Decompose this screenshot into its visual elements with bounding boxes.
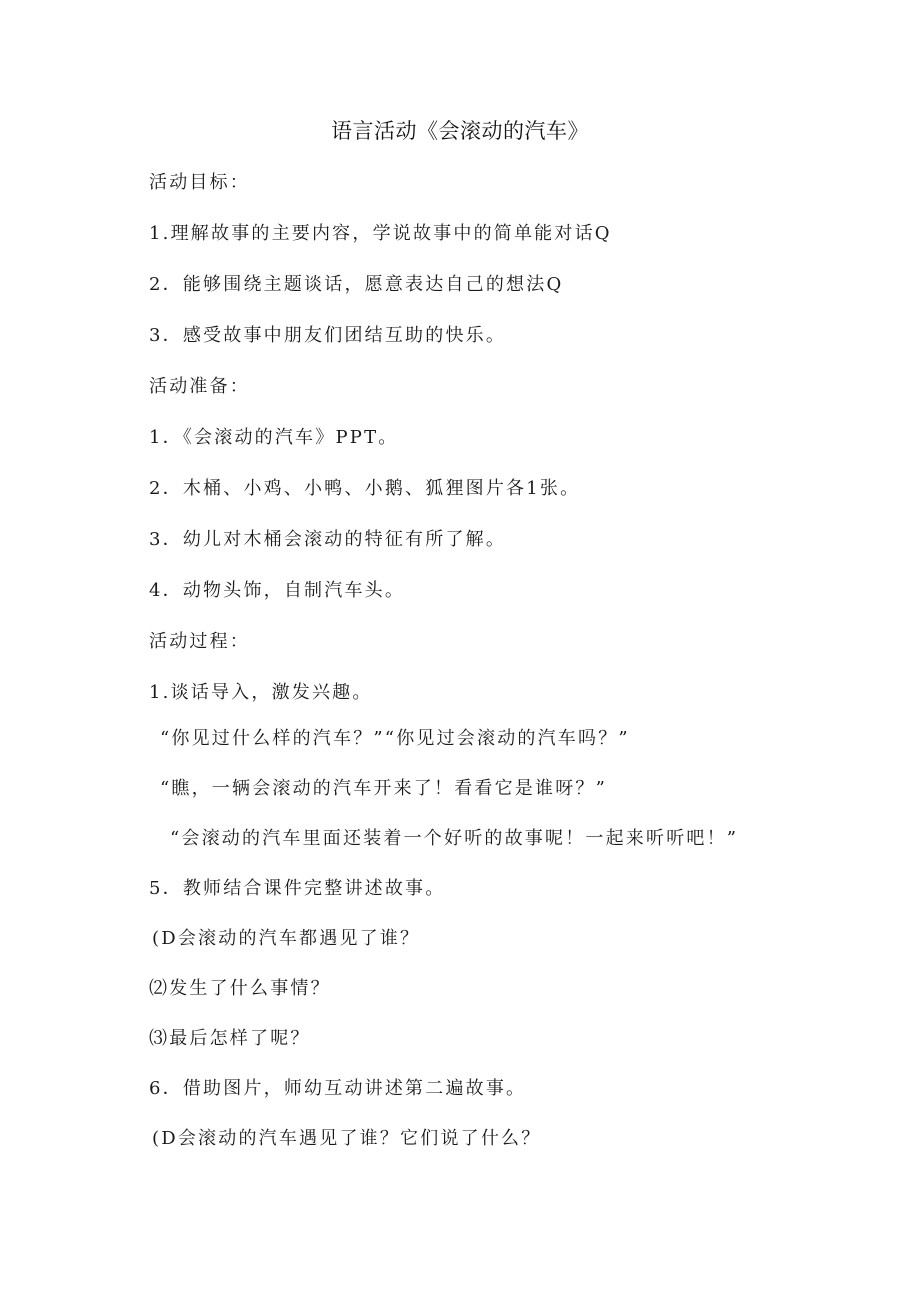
preparation-item-4: 4．动物头饰，自制汽车头。 [149,580,406,601]
goal-item-2: 2．能够围绕主题谈话，愿意表达自己的想法Q [149,274,564,295]
question-3: ⑶最后怎样了呢？ [149,1028,311,1049]
preparation-item-1: 1．《会滚动的汽车》PPT。 [149,427,399,448]
section-heading-goals: 活动目标： [149,172,250,193]
document-title: 语言活动《会滚动的汽车》 [331,119,589,143]
dialogue-line-2: “瞧，一辆会滚动的汽车开来了！看看它是谁呀？” [160,778,608,799]
process-step-1: 1.谈话导入，激发兴趣。 [149,682,373,703]
dialogue-line-3: “会滚动的汽车里面还装着一个好听的故事呢！一起来听听吧！” [170,828,739,849]
goal-item-3: 3．感受故事中朋友们团结互助的快乐。 [149,325,507,346]
dialogue-line-1: “你见过什么样的汽车？”“你见过会滚动的汽车吗？” [160,728,630,749]
section-heading-preparation: 活动准备： [149,376,250,397]
process-step-5: 5．教师结合课件完整讲述故事。 [149,878,446,899]
process-step-6: 6．借助图片，师幼互动讲述第二遍故事。 [149,1078,527,1099]
question-1: (D会滚动的汽车都遇见了谁？ [152,928,421,949]
section-heading-process: 活动过程： [149,631,250,652]
goal-item-1: 1.理解故事的主要内容，学说故事中的简单能对话Q [149,223,612,244]
question-4: (D会滚动的汽车遇见了谁？它们说了什么？ [152,1128,542,1149]
question-2: ⑵发生了什么事情？ [149,978,331,999]
preparation-item-2: 2．木桶、小鸡、小鸭、小鹅、狐狸图片各1张。 [149,478,581,499]
preparation-item-3: 3．幼儿对木桶会滚动的特征有所了解。 [149,529,507,550]
